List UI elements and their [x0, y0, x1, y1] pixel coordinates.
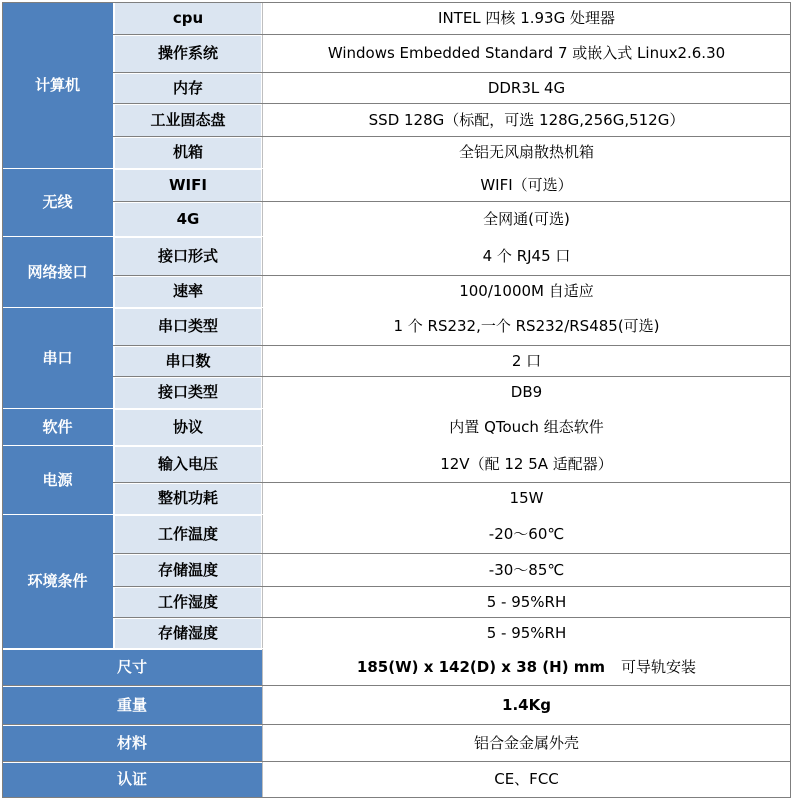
param-label: WIFI [115, 170, 261, 201]
param-value: 2 口 [262, 346, 791, 377]
param-label: 串口类型 [115, 309, 261, 345]
spec-value [262, 725, 791, 762]
param-value: 内置 QTouch 组态软件 [262, 409, 791, 446]
spec-value [262, 686, 791, 725]
category-label: 电源 [2, 446, 113, 515]
spec-label: 尺寸 [2, 650, 262, 685]
param-label: 4G [115, 203, 261, 236]
spec-value [262, 649, 791, 686]
param-value: INTEL 四核 1.93G 处理器 [262, 2, 791, 35]
param-value: WIFI（可选） [262, 169, 791, 202]
param-value: 12V（配 12 5A 适配器） [262, 446, 791, 483]
param-label: 工作温度 [115, 516, 261, 553]
param-value: 5 - 95%RH [262, 618, 791, 649]
spec-note: 可导轨安装 [621, 657, 697, 676]
param-value: 100/1000M 自适应 [262, 276, 791, 308]
param-label: 速率 [115, 277, 261, 307]
param-label: 输入电压 [115, 447, 261, 482]
param-label: 工业固态盘 [115, 105, 261, 136]
param-label: 接口类型 [115, 378, 261, 408]
spec-label: 认证 [2, 763, 262, 797]
category-label: 网络接口 [2, 237, 113, 308]
param-label: 工作湿度 [115, 588, 261, 617]
param-label: 整机功耗 [115, 484, 261, 514]
spec-value-text: CE、FCC [494, 770, 559, 789]
spec-value-text: 铝合金金属外壳 [473, 733, 579, 752]
param-value: DB9 [262, 377, 791, 409]
param-value: SSD 128G（标配，可选 128G,256G,512G） [262, 104, 791, 137]
category-label: 串口 [2, 308, 113, 409]
spec-value-text: 185(W) x 142(D) x 38 (H) mm [356, 657, 606, 676]
param-value: 15W [262, 483, 791, 515]
param-value: -30～85℃ [262, 554, 791, 587]
param-label: 协议 [115, 410, 261, 445]
category-label: 无线 [2, 169, 113, 237]
param-label: cpu [115, 3, 261, 34]
param-value: 1 个 RS232,一个 RS232/RS485(可选) [262, 308, 791, 346]
param-label: 存储温度 [115, 555, 261, 586]
param-value: 全铝无风扇散热机箱 [262, 137, 791, 169]
param-label: 串口数 [115, 347, 261, 376]
param-label: 内存 [115, 74, 261, 103]
param-label: 机箱 [115, 138, 261, 168]
param-label: 接口形式 [115, 238, 261, 275]
param-value: 全网通(可选) [262, 202, 791, 237]
param-value: Windows Embedded Standard 7 或嵌入式 Linux2.6.30 [262, 35, 791, 73]
row-divider [2, 797, 791, 798]
param-value: -20～60℃ [262, 515, 791, 554]
spec-value-text: 1.4Kg [502, 695, 551, 714]
param-label: 存储湿度 [115, 619, 261, 648]
param-value: 4 个 RJ45 口 [262, 237, 791, 276]
param-label: 操作系统 [115, 36, 261, 72]
spec-label: 材料 [2, 726, 262, 761]
category-label: 环境条件 [2, 515, 113, 649]
category-label: 软件 [2, 409, 113, 446]
param-value: DDR3L 4G [262, 73, 791, 104]
spec-value [262, 762, 791, 798]
spec-label: 重量 [2, 687, 262, 724]
category-label: 计算机 [2, 2, 113, 169]
param-value: 5 - 95%RH [262, 587, 791, 618]
